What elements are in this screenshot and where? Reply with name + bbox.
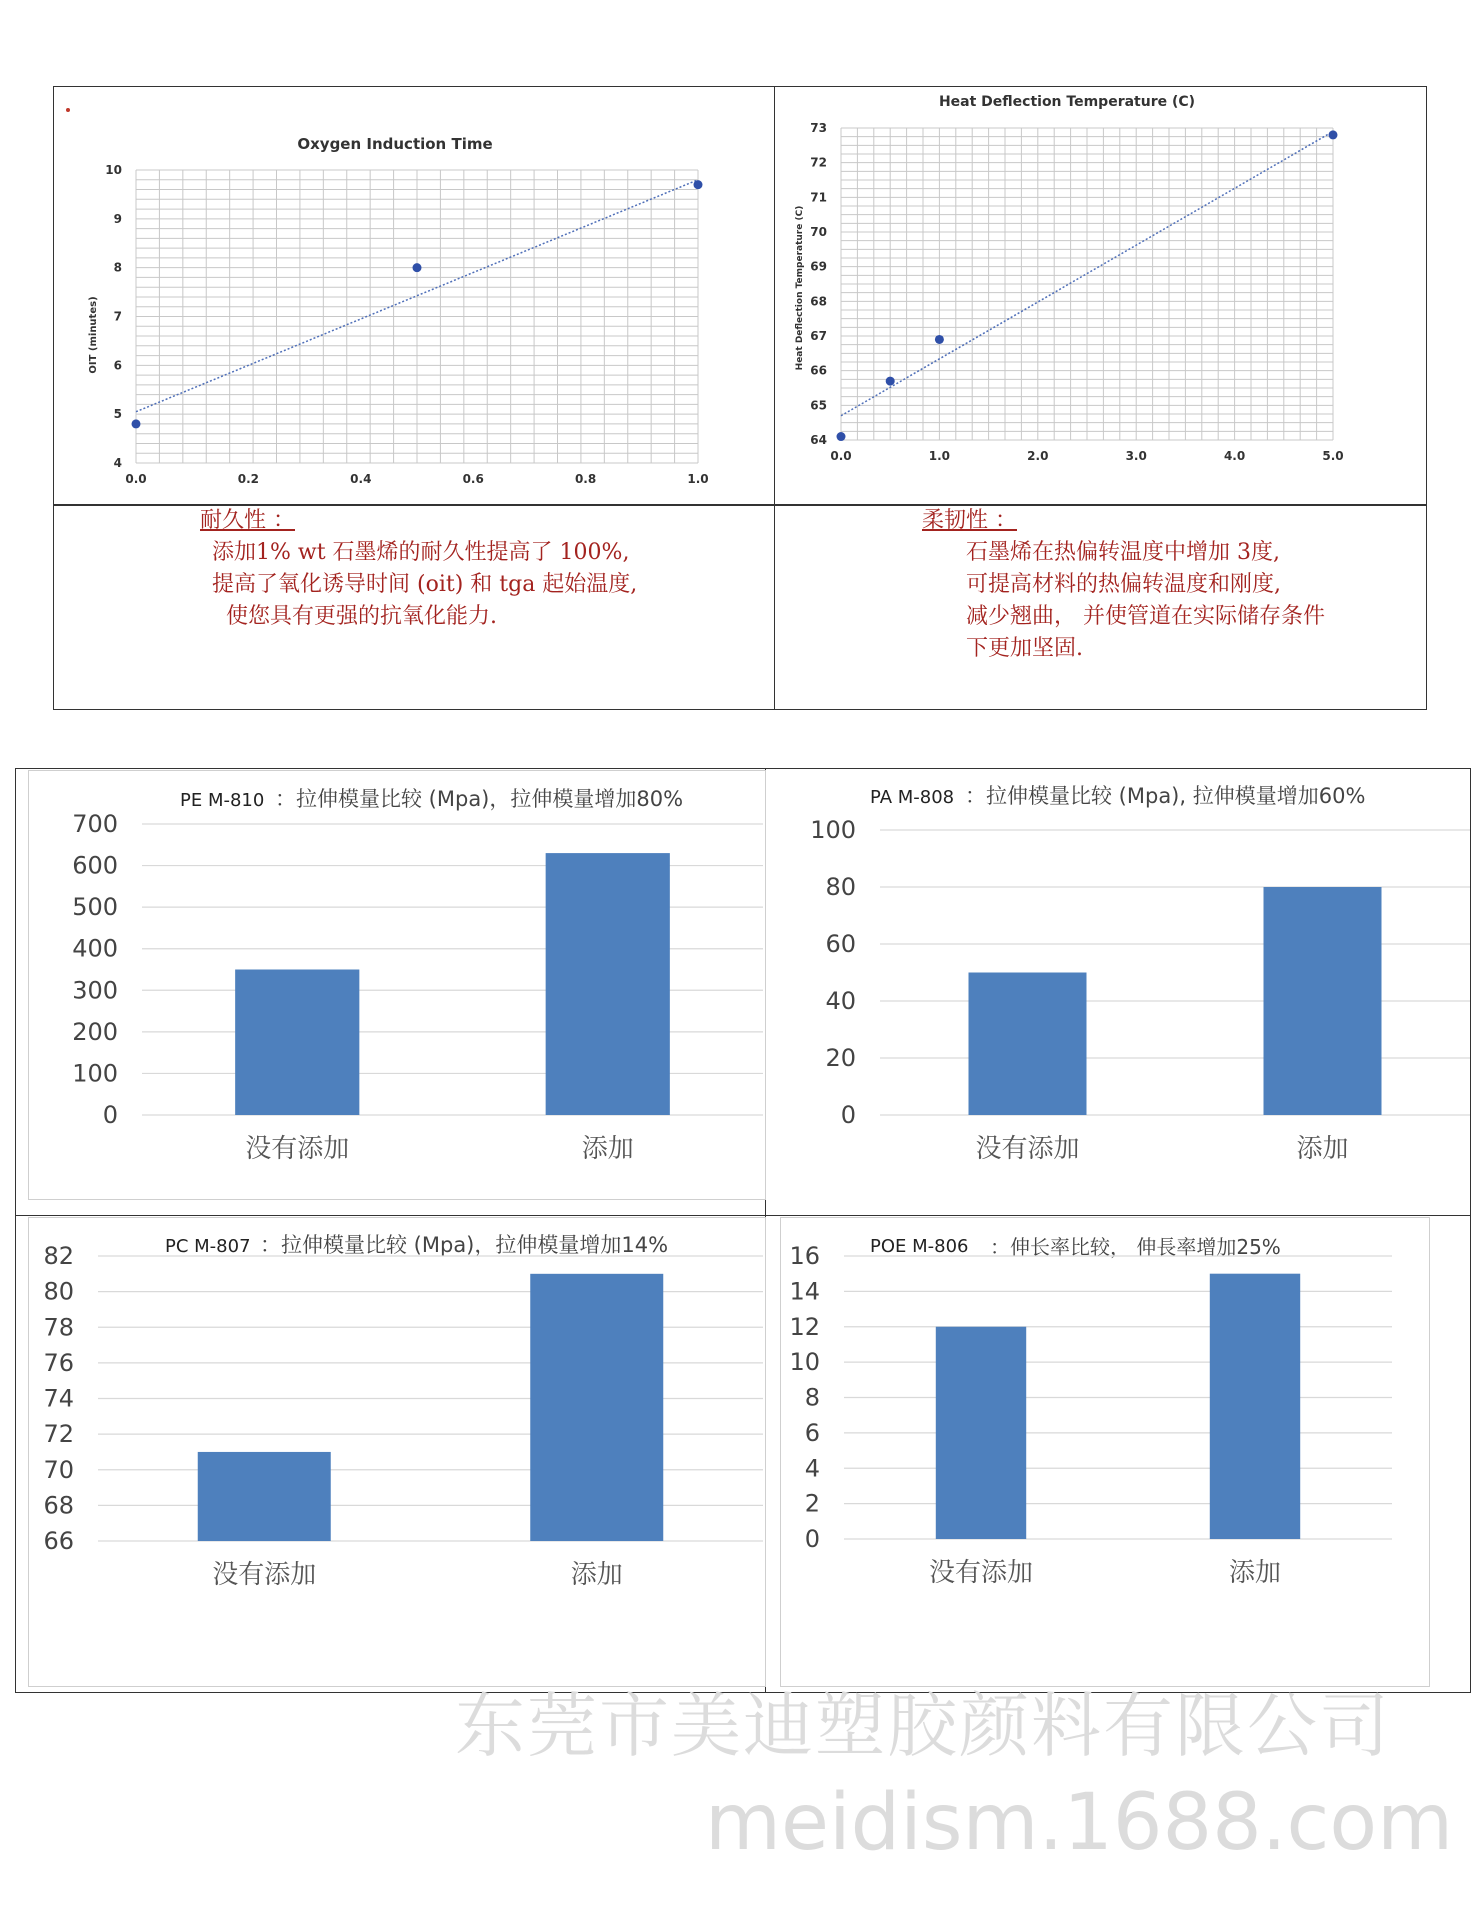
pe-bar [546,853,670,1115]
oit-y-tick-label: 8 [113,260,122,275]
pa-chart-title: ：拉伸模量比较 (Mpa), 拉伸模量增加60% [965,784,1366,808]
oit-y-tick-label: 10 [105,163,122,177]
toughness-line: 可提高材料的热偏转温度和刚度, [966,572,1281,597]
pa-y-tick-label: 40 [825,987,856,1015]
pe-y-tick-label: 500 [72,893,118,922]
pc-category-label: 添加 [570,1560,623,1590]
oit-x-tick-label: 0.4 [350,472,372,486]
hdt-y-tick-label: 67 [810,329,827,343]
pc-y-tick-label: 70 [43,1455,74,1484]
pc-y-tick-label: 80 [43,1277,74,1306]
oit-data-point [694,180,703,189]
pa-y-tick-label: 60 [825,930,856,958]
oit-y-tick-label: 4 [113,456,122,470]
pa-chart-title-prefix: PA M-808 [870,787,955,808]
poe-y-tick-label: 14 [789,1277,820,1306]
red-mark [66,108,70,112]
hdt-x-tick-label: 2.0 [1027,449,1049,463]
poe-y-tick-label: 0 [804,1525,820,1553]
durability-heading: 耐久性 ： [200,508,295,533]
hdt-x-tick-label: 1.0 [928,449,951,463]
hdt-x-tick-label: 0.0 [830,449,852,463]
oit-y-tick-label: 6 [113,358,122,373]
poe-chart-title: ：伸长率比较， 伸長率增加25% [990,1235,1281,1259]
pc-chart-title: ：拉伸模量比较 (Mpa)，拉伸模量增加14% [260,1233,669,1257]
hdt-y-tick-label: 72 [810,155,827,170]
hdt-data-point [837,432,846,441]
poe-y-tick-label: 16 [789,1242,820,1270]
poe-bar [936,1327,1026,1539]
hdt-data-point [1329,130,1338,139]
pe-bar [235,970,359,1116]
pe-y-tick-label: 0 [102,1101,118,1129]
oit-x-tick-label: 0.8 [574,472,597,486]
pa-bar [1264,887,1382,1115]
poe-bar-chart [770,1218,1470,1683]
oit-x-tick-label: 1.0 [687,472,709,486]
hdt-chart [785,88,1345,488]
hdt-y-tick-label: 70 [810,225,827,239]
poe-y-tick-label: 8 [804,1383,820,1412]
pc-bar [530,1274,663,1541]
pe-y-tick-label: 700 [72,810,118,838]
pc-y-tick-label: 68 [43,1491,74,1520]
toughness-description [922,505,1325,665]
poe-y-tick-label: 10 [789,1348,820,1377]
pc-y-tick-label: 74 [43,1384,74,1413]
watermark-company: 东莞市美迪塑胶颜料有限公司 [455,1685,1391,1767]
hdt-data-point [886,377,895,386]
pc-y-tick-label: 76 [43,1348,74,1377]
hdt-y-tick-label: 68 [810,294,827,309]
oit-chart [70,125,710,500]
hdt-chart-ylabel: Heat Deflection Temperature (C) [795,205,805,371]
hdt-y-tick-label: 69 [810,259,827,274]
toughness-line: 减少翘曲， 并使管道在实际储存条件 [966,604,1325,629]
pc-y-tick-label: 78 [43,1313,74,1342]
hdt-x-tick-label: 5.0 [1322,449,1344,463]
durability-description [200,505,637,633]
pe-chart-title-prefix: PE M-810 [180,790,265,811]
hdt-chart-title: Heat Deflection Temperature (C) [938,94,1196,110]
oit-data-point [132,419,141,428]
hdt-x-tick-label: 3.0 [1125,449,1147,463]
pc-bar [198,1452,331,1541]
pa-category-label: 添加 [1296,1134,1349,1164]
oit-y-tick-label: 5 [113,407,122,422]
oit-x-tick-label: 0.0 [125,472,147,486]
pe-y-tick-label: 200 [72,1017,118,1046]
durability-line: 使您具有更强的抗氧化能力. [226,604,497,629]
hdt-y-tick-label: 71 [810,190,827,205]
pa-category-label: 没有添加 [975,1134,1080,1164]
pe-y-tick-label: 400 [72,934,118,963]
poe-chart-title-prefix: POE M-806 [870,1236,969,1257]
pe-y-tick-label: 300 [72,976,118,1005]
poe-category-label: 添加 [1228,1558,1282,1588]
pa-y-tick-label: 80 [825,873,856,901]
pe-category-label: 添加 [581,1134,634,1164]
poe-y-tick-label: 12 [789,1312,820,1341]
oit-data-point [413,263,422,272]
poe-category-label: 没有添加 [928,1558,1034,1588]
pa-bar-chart [770,772,1470,1197]
durability-line: 提高了氧化诱导时间 (oit) 和 tga 起始温度, [212,572,638,597]
pa-y-tick-label: 100 [810,816,856,844]
pc-y-tick-label: 82 [43,1242,74,1270]
pc-y-tick-label: 66 [43,1527,74,1555]
pe-category-label: 没有添加 [245,1134,350,1164]
hdt-y-tick-label: 73 [810,121,827,135]
hdt-x-tick-label: 4.0 [1223,449,1246,463]
pc-category-label: 没有添加 [212,1560,317,1590]
hdt-y-tick-label: 66 [810,363,827,378]
oit-x-tick-label: 0.6 [462,472,484,486]
hdt-y-tick-label: 64 [810,433,827,447]
hdt-data-point [935,335,944,344]
pc-bar-chart [30,1218,765,1683]
toughness-line: 石墨烯在热偏转温度中增加 3度, [966,540,1280,565]
oit-x-tick-label: 0.2 [237,472,260,486]
pa-y-tick-label: 20 [825,1044,856,1072]
toughness-line: 下更加坚固. [966,636,1083,661]
pa-bar [969,973,1087,1116]
oit-chart-title: Oxygen Induction Time [297,135,493,153]
poe-y-tick-label: 6 [804,1418,820,1447]
pe-y-tick-label: 100 [72,1059,118,1088]
pe-y-tick-label: 600 [72,851,118,880]
pe-chart-title: ：拉伸模量比较 (Mpa)，拉伸模量增加80% [275,787,684,811]
pc-chart-title-prefix: PC M-807 [165,1236,251,1257]
poe-y-tick-label: 4 [804,1454,820,1483]
watermark-site: meidism.1688.com [705,1778,1454,1868]
oit-y-tick-label: 7 [113,309,122,324]
pe-bar-chart [30,772,765,1197]
poe-bar [1210,1274,1300,1539]
pa-y-tick-label: 0 [840,1101,856,1129]
toughness-heading: 柔韧性 ： [922,508,1017,533]
poe-y-tick-label: 2 [804,1489,820,1518]
hdt-y-tick-label: 65 [810,398,827,413]
pc-y-tick-label: 72 [43,1420,74,1449]
oit-y-tick-label: 9 [113,211,122,226]
oit-chart-ylabel: OIT (minutes) [88,296,99,374]
durability-line: 添加1% wt 石墨烯的耐久性提高了 100%, [212,540,630,565]
